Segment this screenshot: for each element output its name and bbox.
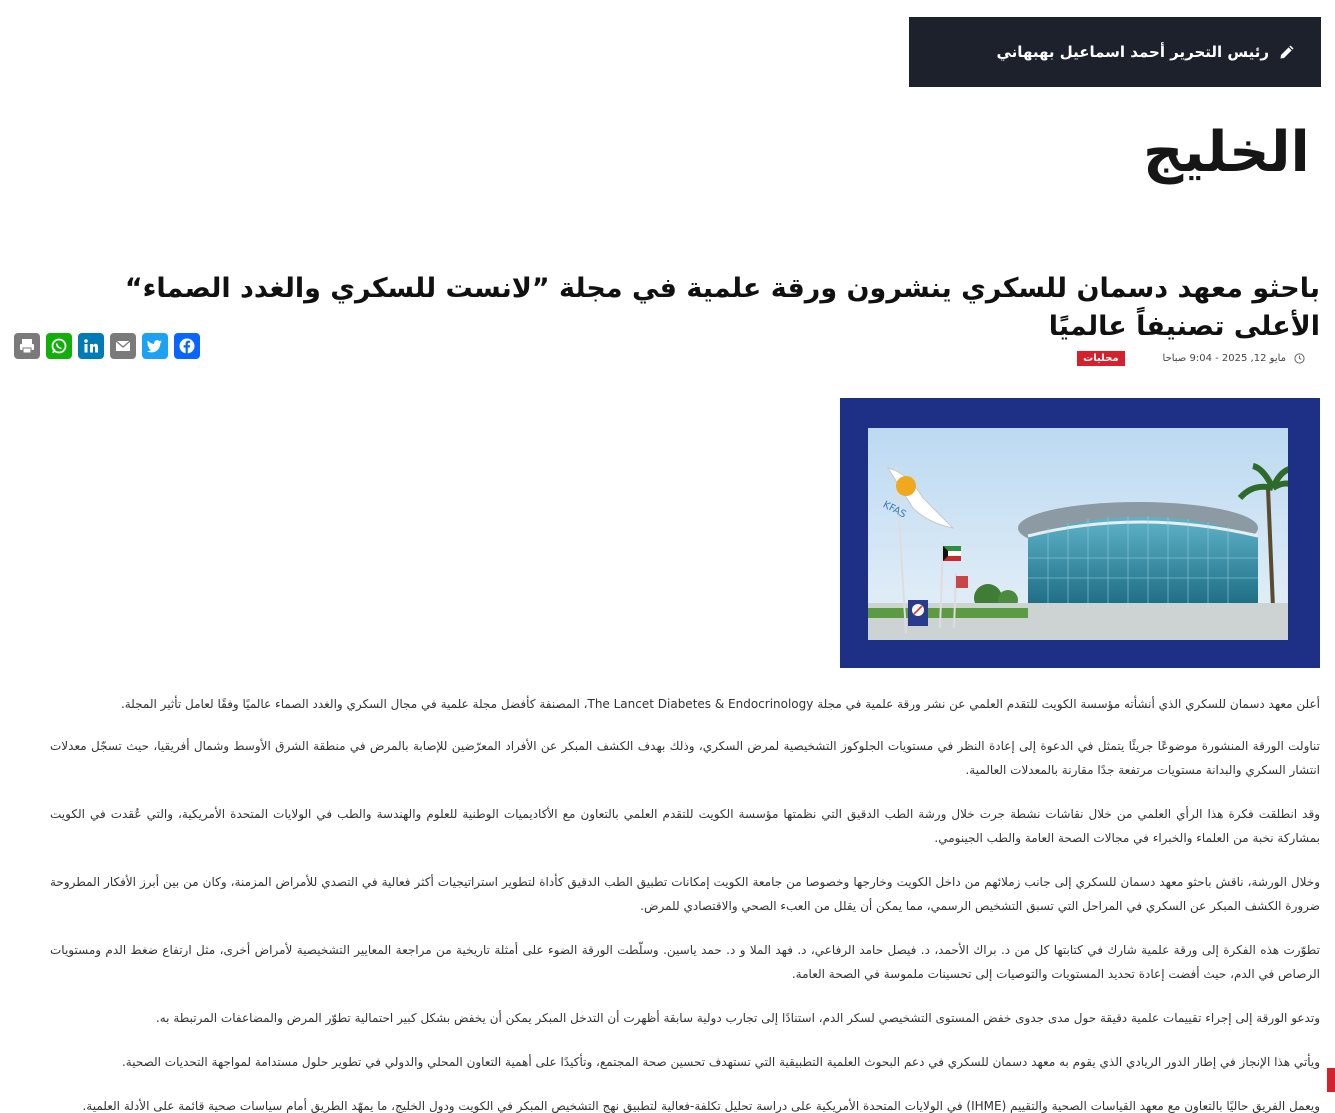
publish-date: مايو 12, 2025 - 9:04 صباحا — [1162, 353, 1286, 364]
site-logo[interactable] — [1143, 110, 1313, 195]
facebook-share-button[interactable] — [174, 333, 200, 359]
article-photo — [840, 398, 1320, 668]
article-paragraph: أعلن معهد دسمان للسكري الذي أنشأته مؤسسة الكويت للتقدم العلمي عن نشر ورقة علمية في مجلة The Lancet Diabetes & Endocrinology، المصنفة كأفضل مجلة علمية في مجال السكري والغدد الصماء عالميًا وفقًا لعامل تأثير المجلة. — [120, 697, 1320, 711]
whatsapp-share-button[interactable] — [46, 333, 72, 359]
linkedin-icon — [82, 337, 100, 355]
print-share-button[interactable] — [14, 333, 40, 359]
side-tab[interactable] — [1327, 1068, 1335, 1092]
linkedin-share-button[interactable] — [78, 333, 104, 359]
category-badge[interactable]: محليات — [1077, 351, 1124, 366]
editor-label: رئيس التحرير أحمد اسماعيل بهبهاني — [996, 43, 1269, 61]
logo-text: الخليج — [1143, 119, 1310, 185]
facebook-icon — [178, 337, 196, 355]
building-photo — [868, 428, 1288, 640]
email-share-button[interactable] — [110, 333, 136, 359]
twitter-share-button[interactable] — [142, 333, 168, 359]
flag-text: KFAS — [880, 499, 908, 521]
article-paragraph: تناولت الورقة المنشورة موضوعًا جريئًا يتمثل في الدعوة إلى إعادة النظر في مستويات الجلوكوز التشخيصية لمرض السكري، وذلك بهدف الكشف المبكر عن الأفراد المعرّضين للإصابة بالمرض في منطقة الشرق الأوسط وشمال أفريقيا، حيث تسجّل معدلات انتشار السكري والبدانة مستويات مرتفعة جدًا مقارنة بالمعدلات العالمية. — [50, 739, 1320, 777]
article-title: باحثو معهد دسمان للسكري ينشرون ورقة علمية في مجلة ”لانست للسكري والغدد الصماء“ الأعلى تصنيفاً عالميًا — [124, 273, 1320, 342]
article-paragraph: تطوّرت هذه الفكرة إلى ورقة علمية شارك في كتابتها كل من د. براك الأحمد، د. فيصل حامد الرفاعي، د. فهد الملا و د. حمد ياسين. وسلّطت الورقة الضوء على أمثلة تاريخية من مراجعة المعايير التشخيصية لأمراض أخرى، مثل ارتفاع ضغط الدم ومستويات الرصاص في الدم، حيث أفضت إعادة تحديد المستويات والتوصيات إلى تحسينات ملموسة في الصحة العامة. — [50, 943, 1320, 981]
article-paragraph: وتدعو الورقة إلى إجراء تقييمات علمية دقيقة حول مدى جدوى خفض المستوى التشخيصي لسكر الدم، استنادًا إلى تجارب دولية سابقة أظهرت أن التدخل المبكر يمكن أن يخفض بشكل كبير احتمالية تطوّر المرض والمضاعفات المرتبطة به. — [155, 1011, 1320, 1025]
editor-in-chief-bar — [909, 17, 1321, 87]
whatsapp-icon — [50, 337, 68, 355]
twitter-icon — [146, 337, 164, 355]
print-icon — [18, 337, 36, 355]
share-buttons — [14, 333, 200, 359]
article-paragraph: ويأتي هذا الإنجاز في إطار الدور الريادي الذي يقوم به معهد دسمان للسكري في دعم البحوث العلمية التطبيقية التي تستهدف تحسين صحة المجتمع، وتأكيدًا على أهمية التعاون المحلي والدولي في تطوير حلول مستدامة لمواجهة التحديات الصحية. — [121, 1055, 1320, 1069]
email-icon — [114, 337, 132, 355]
article-body — [50, 692, 1320, 1113]
article-paragraph: وقد انطلقت فكرة هذا الرأي العلمي من خلال نقاشات نشطة جرت خلال ورشة الطب الدقيق التي نظمتها مؤسسة الكويت للتقدم العلمي بالتعاون مع الأكاديميات الوطنية للعلوم والهندسة والطب في الولايات المتحدة الأمريكية، والتي عُقدت في الكويت بمشاركة نخبة من العلماء والخبراء في مجالات الصحة العامة والطب الجينومي. — [50, 807, 1320, 845]
article-paragraph: وخلال الورشة، ناقش باحثو معهد دسمان للسكري إلى جانب زملائهم من داخل الكويت وخارجها وخصوصا من جامعة الكويت إمكانات تطبيق الطب الدقيق كأداة لتطوير استراتيجيات أكثر فعالية في التصدي للأمراض المزمنة، وكان من بين أبرز الأفكار المطروحة ضرورة الكشف المبكر عن السكري في المراحل التي تسبق التشخيص الرسمي، مما يمكن أن يقلل من العبء الصحي والاقتصادي للمرض. — [50, 875, 1320, 913]
clock-icon — [1294, 353, 1305, 364]
pencil-icon — [1279, 44, 1295, 60]
article-paragraph: ويعمل الفريق حاليًا بالتعاون مع معهد القياسات الصحية والتقييم (IHME) في الولايات المتحدة الأمريكية على دراسة تحليل تكلفة-فعالية لتطبيق نهج التشخيص المبكر في الكويت ودول الخليج، ما يمهّد الطريق أمام سياسات صحية قائمة على الأدلة العلمية. — [82, 1099, 1320, 1113]
article-meta — [1077, 351, 1305, 366]
